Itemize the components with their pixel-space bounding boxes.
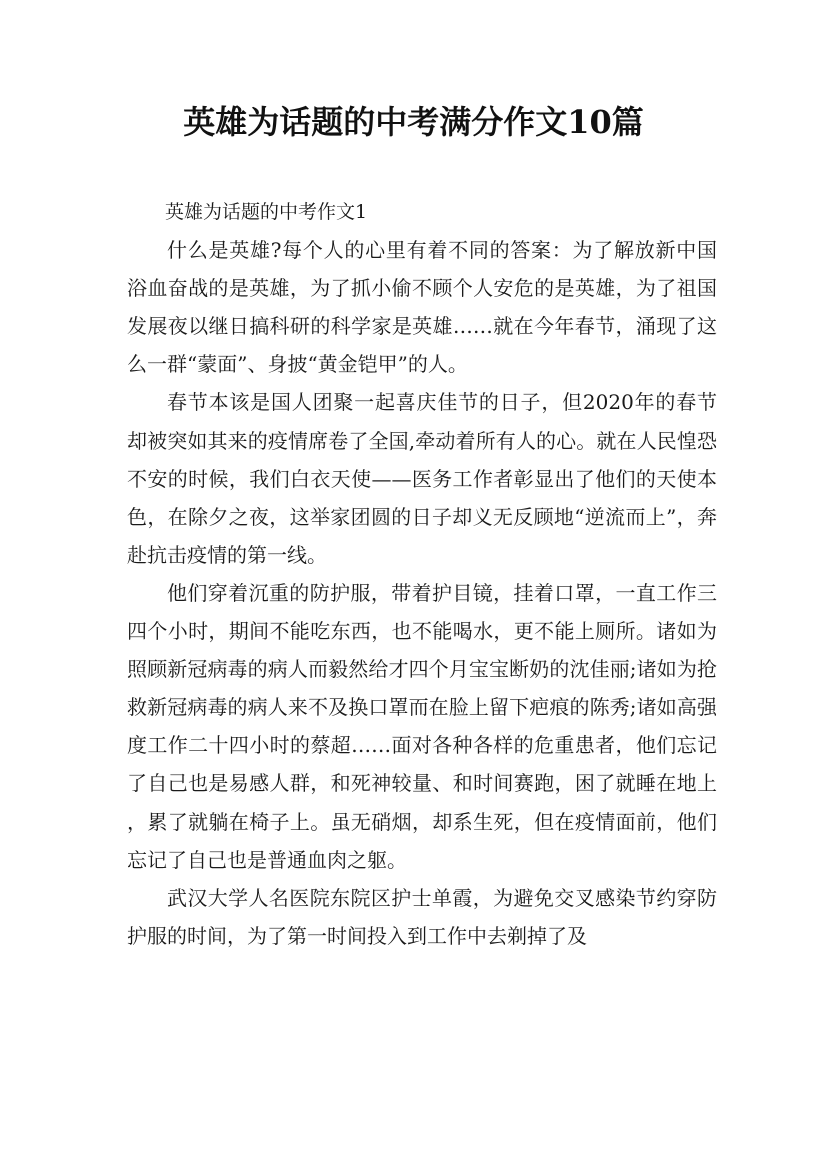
- paragraph-1: 什么是英雄?每个人的心里有着不同的答案：为了解放新中国浴血奋战的是英雄，为了抓小偷不顾个人安危的是英雄，为了祖国发展夜以继日搞科研的科学家是英雄……就在今年春节，涌现了这么一群“蒙面”、身披“黄金铠甲”的人。: [127, 238, 717, 377]
- essay-subheading: 英雄为话题的中考作文1: [165, 201, 368, 223]
- paragraph-3: 他们穿着沉重的防护服，带着护目镜，挂着口罩，一直工作三四个小时，期间不能吃东西，也不能喝水，更不能上厕所。诸如为照顾新冠病毒的病人而毅然给才四个月宝宝断奶的沈佳丽;诸如为抢救新冠病毒的病人来不及换口罩而在脸上留下疤痕的陈秀;诸如高强度工作二十四小时的蔡超……面对各种各样的危重患者，他们忘记了自己也是易感人群，和死神较量、和时间赛跑，困了就睡在地上，累了就躺在椅子上。虽无硝烟，却系生死，但在疫情面前，他们忘记了自己也是普通血肉之躯。: [127, 580, 717, 872]
- document-title: 英雄为话题的中考满分作文10篇: [183, 103, 644, 141]
- paragraph-2: 春节本该是国人团聚一起喜庆佳节的日子，但2020年的春节却被突如其来的疫情席卷了全国,牵动着所有人的心。就在人民惶恐不安的时候，我们白衣天使——医务工作者彰显出了他们的天使本色，在除夕之夜，这举家团圆的日子却义无反顾地“逆流而上”，奔赴抗击疫情的第一线。: [127, 390, 717, 567]
- paragraph-4: 武汉大学人名医院东院区护士单霞，为避免交叉感染节约穿防护服的时间，为了第一时间投入到工作中去剃掉了及: [127, 885, 717, 948]
- document-body: [127, 193, 717, 955]
